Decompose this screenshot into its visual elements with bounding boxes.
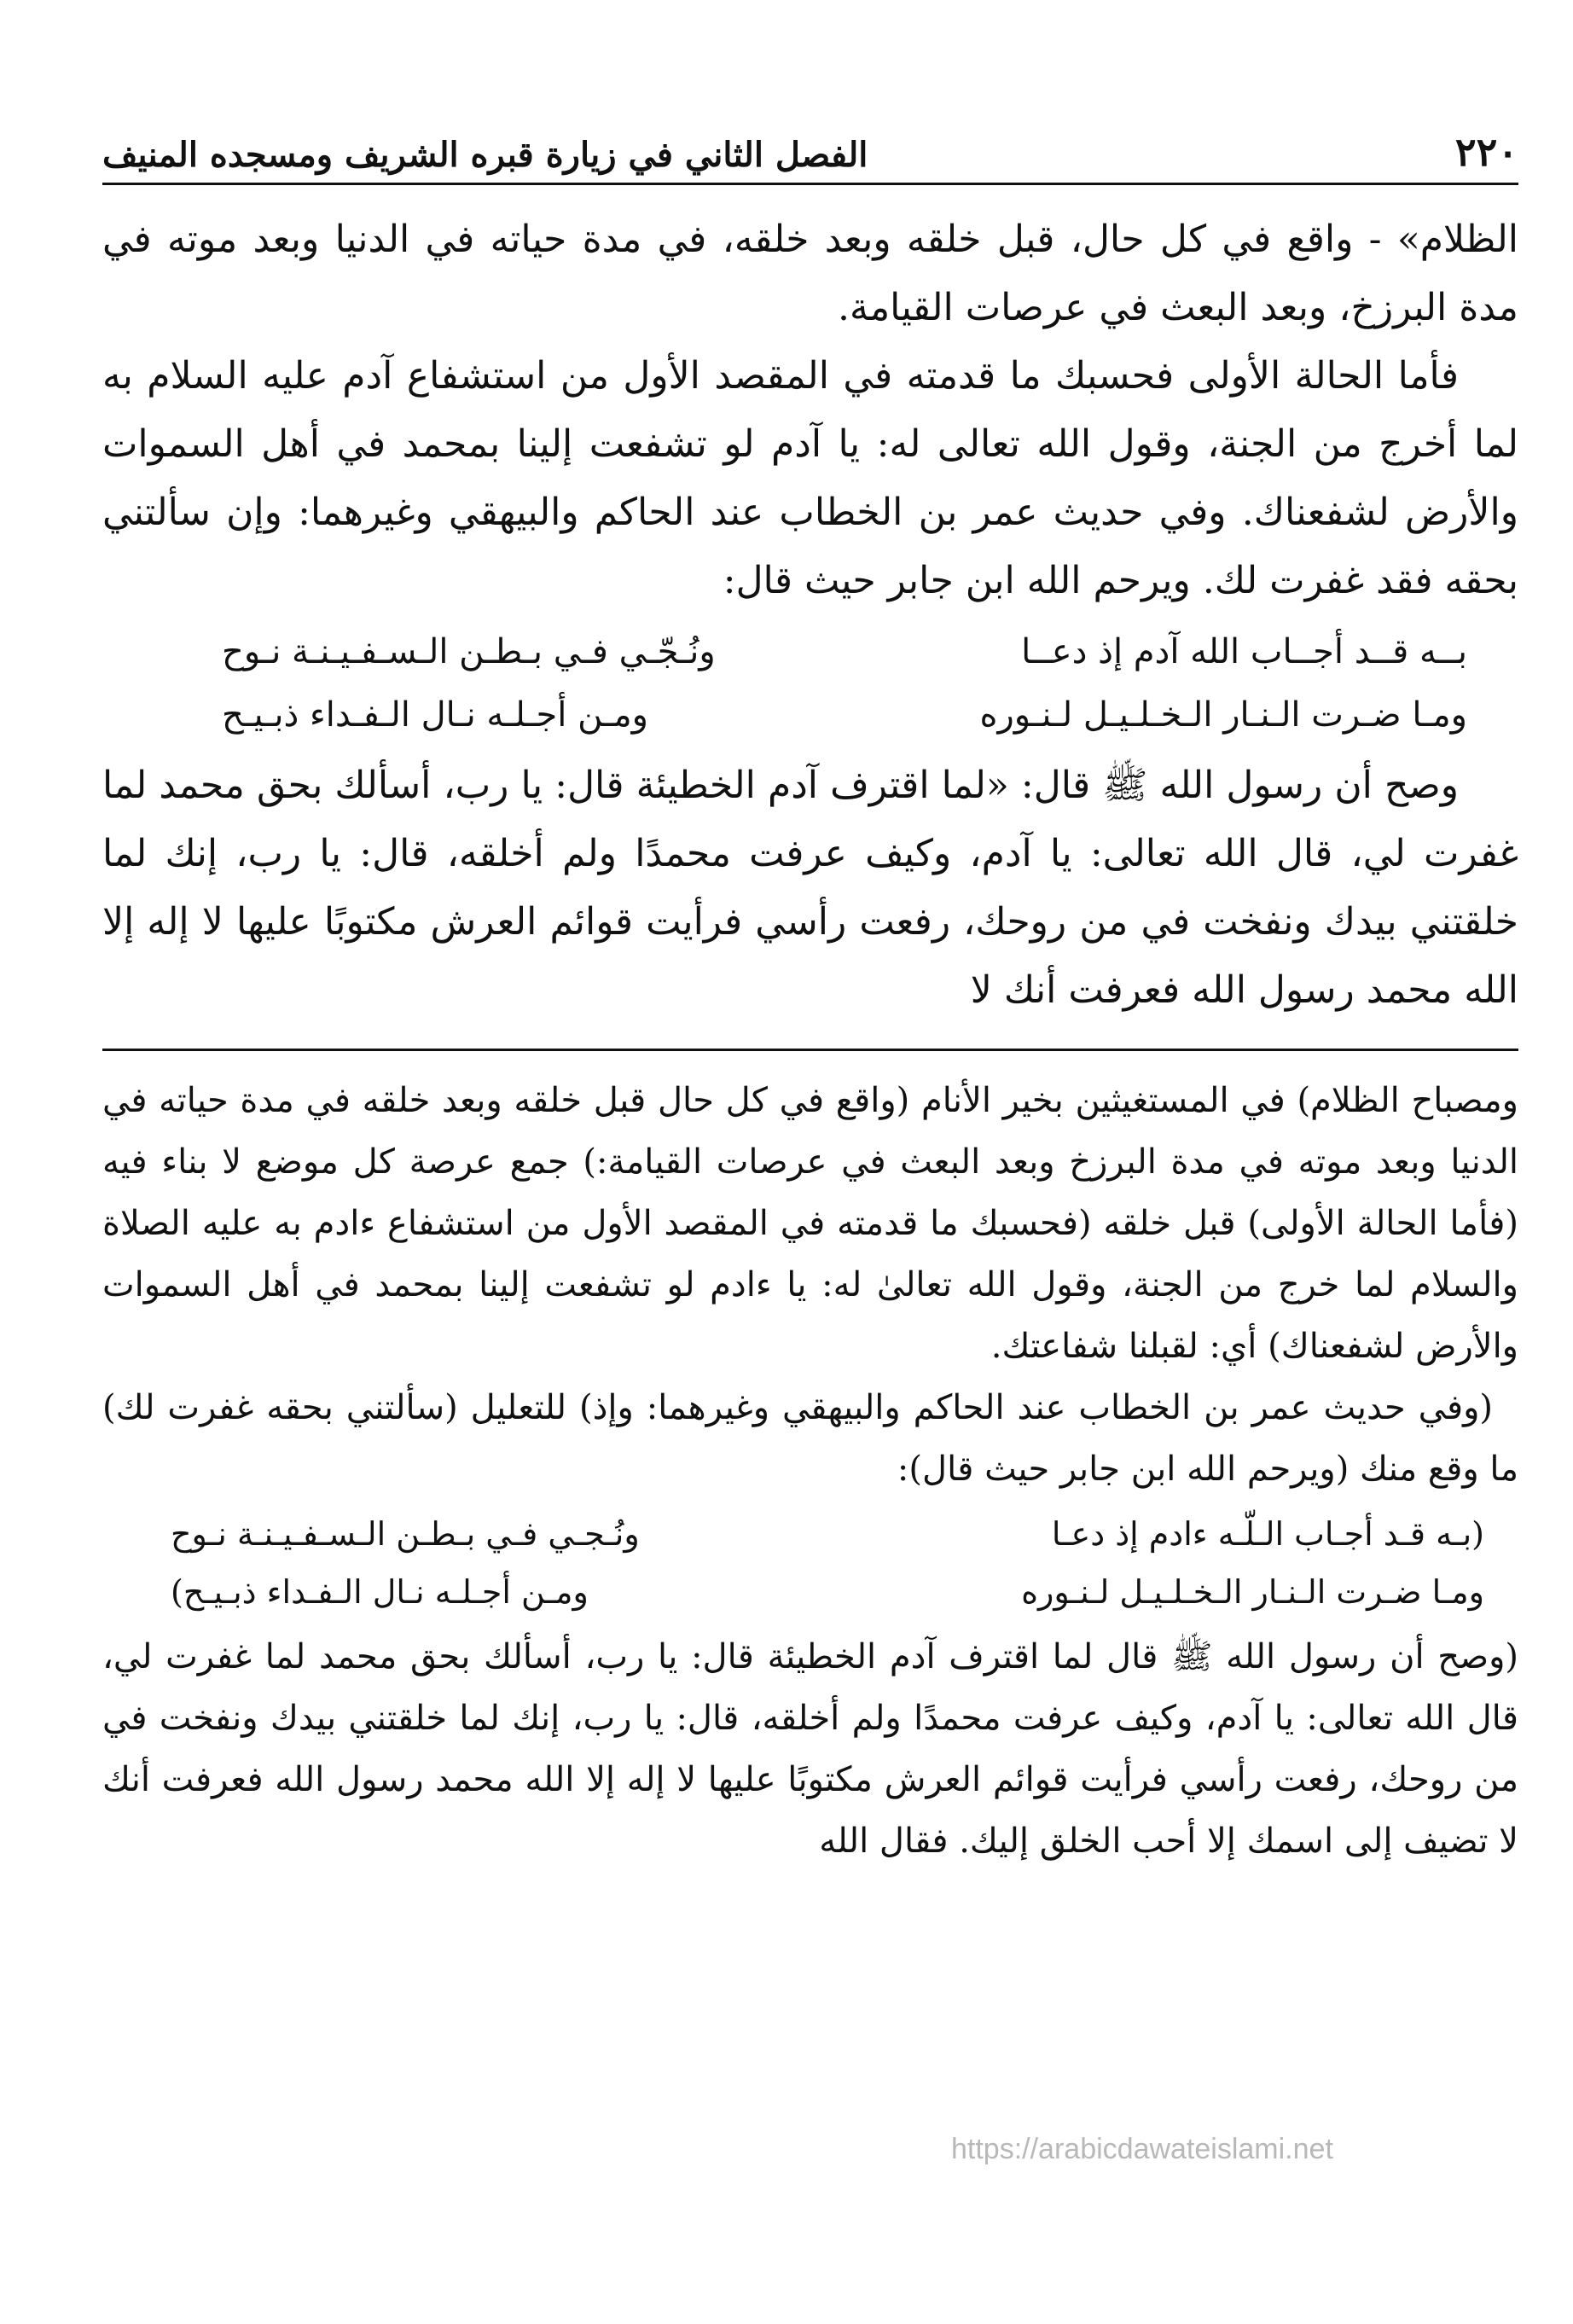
watermark-url: https://arabicdawateislami.net <box>951 2133 1333 2165</box>
commentary-paragraph-1: ومصباح الظلام) في المستغيثين بخير الأنام (واقع في كل حال قبل خلقه وبعد خلقه في مدة حياته في الدنيا وبعد موته في مدة البرزخ وبعد البعث في عرصات القيامة:) جمع عرصة كل موضع لا بناء فيه (فأما الحالة الأولى) قبل خلقه (فحسبك ما قدمته في المقصد الأول من استشفاع ءادم به عليه الصلاة والسلام لما خرج من الجنة، وقول الله تعالىٰ له: يا ءادم لو تشفعت إلينا بمحمد في أهل السموات والأرض لشفعناك) أي: لقبلنا شفاعتك. <box>102 1081 1519 1366</box>
verse-second-hemistich: ونُـجّـي فـي بـطـن الـسـفـيـنـة نـوح <box>222 632 716 671</box>
main-paragraph-1: الظلام» - واقع في كل حال، قبل خلقه وبعد خلقه، في مدة حياته في الدنيا وبعد موته في مدة البرزخ، وبعد البعث في عرصات القيامة. <box>102 218 1518 329</box>
main-paragraph-2: فأما الحالة الأولى فحسبك ما قدمته في المقصد الأول من استشفاع آدم عليه السلام به لما أخرج من الجنة، وقول الله تعالى له: يا آدم لو تشفعت إلينا بمحمد في أهل السموات والأرض لشفعناك. وفي حديث عمر بن الخطاب عند الحاكم والبيهقي وغيرهما: وإن سألتني بحقه فقد غفرت لك. ويرحم الله ابن جابر حيث قال: <box>102 354 1518 602</box>
main-poem <box>102 620 1518 747</box>
poem-verse <box>171 1563 1484 1621</box>
main-text <box>102 206 1518 1025</box>
verse-first-hemistich: ومـا ضـرت الـنـار الـخـلـيـل لـنـوره <box>979 695 1467 735</box>
commentary-paragraph-2: (وفي حديث عمر بن الخطاب عند الحاكم والبيهقي وغيرهما: وإذ) للتعليل (سألتني بحقه غفرت لك) ما وقع منك (ويرحم الله ابن جابر حيث قال): <box>102 1388 1518 1489</box>
commentary-text <box>102 1070 1518 1872</box>
poem-verse <box>222 620 1467 683</box>
verse-second-hemistich: ومـن أجـلـه نـال الـفـداء ذبـيـح) <box>171 1573 589 1611</box>
verse-second-hemistich: ونُـجـي فـي بـطـن الـسـفـيـنـة نـوح <box>171 1515 640 1553</box>
verse-first-hemistich: بــه قــد أجــاب الله آدم إذ دعــا <box>1021 632 1467 671</box>
poem-verse <box>222 683 1467 747</box>
verse-first-hemistich: ومـا ضـرت الـنـار الـخـلـيـل لـنـوره <box>1021 1573 1484 1611</box>
verse-second-hemistich: ومـن أجـلـه نـال الـفـداء ذبـيـح <box>222 695 648 735</box>
poem-verse <box>171 1505 1484 1563</box>
chapter-title: الفصل الثاني في زيارة قبره الشريف ومسجده المنيف <box>102 135 868 175</box>
footnote-divider <box>102 1049 1518 1051</box>
main-paragraph-3: وصح أن رسول الله ﷺ قال: «لما اقترف آدم الخطيئة قال: يا رب، أسألك بحق محمد لما غفرت لي، قال الله تعالى: يا آدم، وكيف عرفت محمدًا ولم أخلقه، قال: يا رب، إنك لما خلقتني بيدك ونفخت في من روحك، رفعت رأسي فرأيت قوائم العرش مكتوبًا عليها لا إله إلا الله محمد رسول الله فعرفت أنك لا <box>102 764 1518 1012</box>
commentary-poem <box>102 1505 1518 1621</box>
running-header <box>102 94 1518 185</box>
page-number: ٢٢٠ <box>1454 128 1518 175</box>
commentary-paragraph-3: (وصح أن رسول الله ﷺ قال لما اقترف آدم الخطيئة قال: يا رب، أسألك بحق محمد لما غفرت لي، قال الله تعالى: يا آدم، وكيف عرفت محمدًا ولم أخلقه، قال: يا رب، إنك لما خلقتني بيدك ونفخت في من روحك، رفعت رأسي فرأيت قوائم العرش مكتوبًا عليها لا إله إلا الله محمد رسول الله فعرفت أنك لا تضيف إلى اسمك إلا أحب الخلق إليك. فقال الله <box>102 1637 1518 1861</box>
book-page <box>102 94 1518 2278</box>
verse-first-hemistich: (بـه قـد أجـاب الـلّـه ءادم إذ دعـا <box>1051 1515 1484 1553</box>
